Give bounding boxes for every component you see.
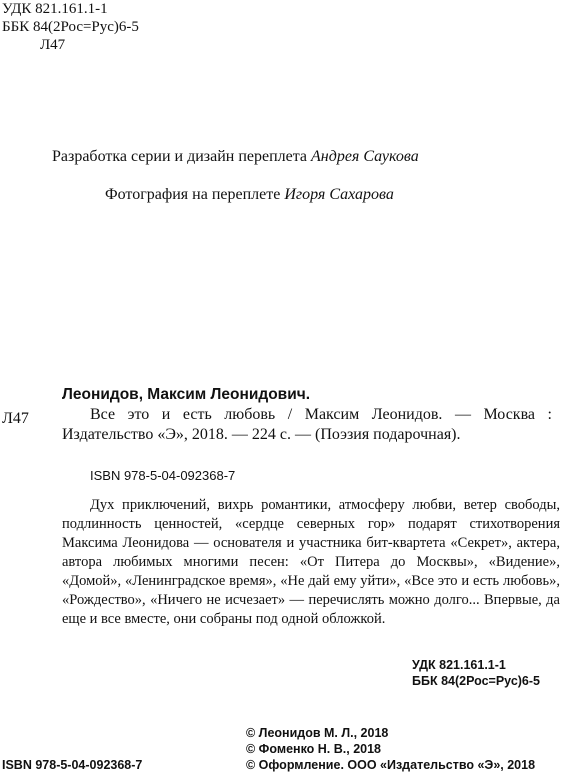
catalog-description: Все это и есть любовь / Максим Леонидов. — Москва : Издательство «Э», 2018. — 224 с. — (Поэзия подарочная). <box>62 406 552 443</box>
copyright-publisher: © Оформление. ООО «Издательство «Э», 2018 <box>246 758 536 772</box>
photo-credit <box>105 186 394 204</box>
series-design-credit <box>52 148 419 166</box>
series-designer-name: Андрея Саукова <box>311 148 419 165</box>
copyright-illustrator: © Фоменко Н. В., 2018 <box>246 742 381 756</box>
bbk-code: ББК 84(2Рос=Рус)6-5 <box>2 19 139 35</box>
series-design-prefix: Разработка серии и дизайн переплета <box>52 148 308 165</box>
catalog-author-heading: Леонидов, Максим Леонидович. <box>62 386 311 403</box>
catalog-author-sign: Л47 <box>2 410 29 427</box>
catalog-description-block <box>62 405 552 445</box>
photo-prefix: Фотография на переплете <box>105 186 281 203</box>
author-sign: Л47 <box>40 37 66 53</box>
udk-code: УДК 821.161.1-1 <box>2 1 108 17</box>
annotation: Дух приключений, вихрь романтики, атмосферу любви, ветер свободы, подлинность ценностей, «сердце северных гор» подарят стихотворения Максима Леонидова — основателя и участника бит-квартета «Секрет», актера, автора любимых многими песен: «От Питера до Москвы», «Видение», «Домой», «Ленинградское время», «Не дай ему уйти», «Все это и есть любовь», «Рождество», «Ничего не исчезает» — перечислять можно долго... Впервые, да еще и все вместе, они собраны под одной обложкой. <box>62 497 560 627</box>
footer-bbk: ББК 84(2Рос=Рус)6-5 <box>412 674 540 688</box>
copyright-author: © Леонидов М. Л., 2018 <box>246 726 389 740</box>
photographer-name: Игоря Сахарова <box>284 186 394 203</box>
footer-isbn: ISBN 978-5-04-092368-7 <box>2 758 143 772</box>
annotation-block <box>62 496 560 629</box>
catalog-isbn: ISBN 978-5-04-092368-7 <box>90 468 236 483</box>
footer-udk: УДК 821.161.1-1 <box>412 658 506 672</box>
